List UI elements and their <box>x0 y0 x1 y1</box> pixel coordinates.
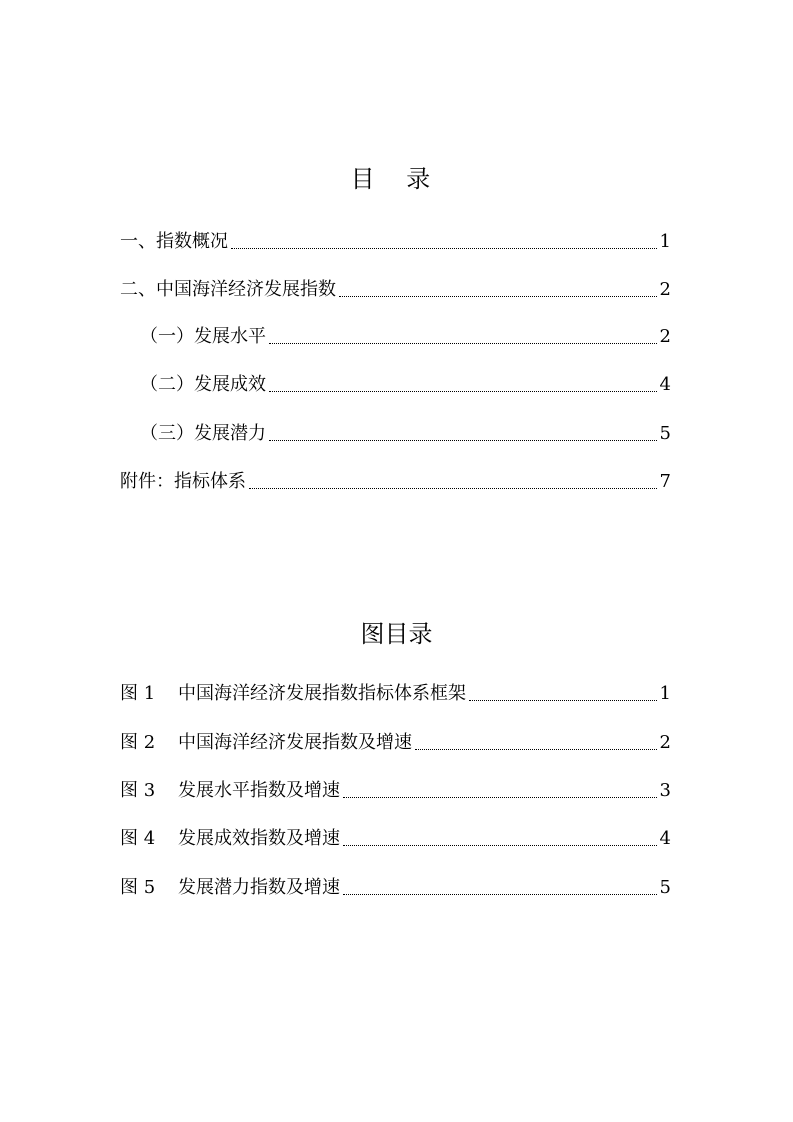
dot-leader <box>343 894 657 895</box>
toc-title: 目 录 <box>350 165 443 193</box>
figure-entry-page: 5 <box>659 877 671 898</box>
figure-entry[interactable] <box>120 681 671 707</box>
figure-entry-page: 1 <box>659 683 671 704</box>
toc-entry-label: （一）发展水平 <box>140 326 266 347</box>
figure-list-title: 图目录 <box>360 620 433 648</box>
toc-entry-page: 2 <box>659 326 671 347</box>
toc-entry-label: （三）发展潜力 <box>140 423 266 444</box>
dot-leader <box>343 797 657 798</box>
toc-entry-page: 7 <box>659 471 671 492</box>
figure-entry-label: 中国海洋经济发展指数指标体系框架 <box>178 683 466 704</box>
figure-entry[interactable] <box>120 826 671 852</box>
toc-entry-label: （二）发展成效 <box>140 374 266 395</box>
toc-entry-label: 一、指数概况 <box>120 231 228 252</box>
toc-entry-page: 5 <box>659 423 671 444</box>
dot-leader <box>469 700 657 701</box>
toc-entry-page: 4 <box>659 374 671 395</box>
figure-entry[interactable] <box>120 778 671 804</box>
figure-number: 图 4 <box>120 828 156 849</box>
figure-entry-label: 发展潜力指数及增速 <box>178 877 340 898</box>
figure-entry-page: 4 <box>659 828 671 849</box>
figure-number: 图 2 <box>120 732 156 753</box>
figure-entry-label: 发展水平指数及增速 <box>178 780 340 801</box>
figure-entry[interactable] <box>120 730 671 756</box>
figure-entry-label: 发展成效指数及增速 <box>178 828 340 849</box>
toc-entry-page: 1 <box>659 231 671 252</box>
figure-entry-page: 3 <box>659 780 671 801</box>
figure-entry-page: 2 <box>659 732 671 753</box>
dot-leader <box>343 845 657 846</box>
figure-number: 图 5 <box>120 877 156 898</box>
figure-number: 图 3 <box>120 780 156 801</box>
dot-leader <box>415 749 657 750</box>
toc-entry-label: 二、中国海洋经济发展指数 <box>120 279 336 300</box>
toc-entry-page: 2 <box>659 279 671 300</box>
toc-entry-label: 附件：指标体系 <box>120 471 246 492</box>
figure-number: 图 1 <box>120 683 156 704</box>
figure-entry[interactable] <box>120 875 671 901</box>
figure-entry-label: 中国海洋经济发展指数及增速 <box>178 732 412 753</box>
